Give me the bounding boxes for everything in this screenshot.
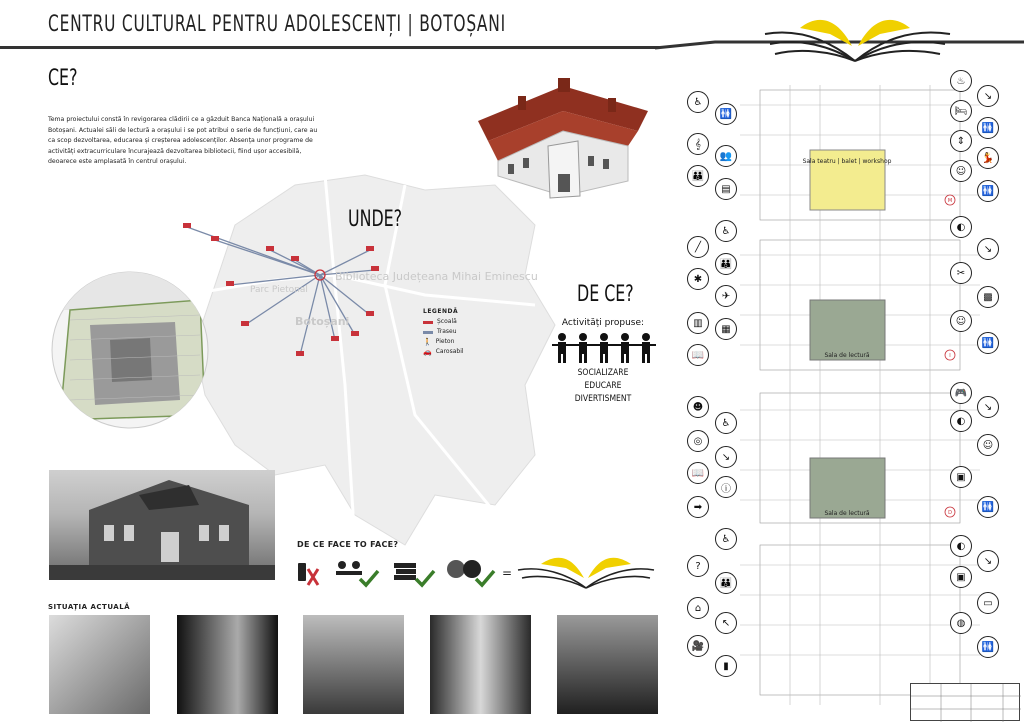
map-pietonal-label: Parc Pietonal: [250, 285, 308, 295]
safe-icon: ▣: [950, 466, 972, 488]
people-icon: 👪: [715, 253, 737, 275]
wc-icon: 🚻: [977, 117, 999, 139]
book-logo-icon: [760, 6, 955, 66]
wc-icon: 🚻: [977, 636, 999, 658]
wheelchair-icon: ♿: [715, 412, 737, 434]
fish-icon: ◐: [950, 216, 972, 238]
book-icon: 📖: [687, 462, 709, 484]
current-situation-label: SITUAȚIA ACTUALĂ: [48, 603, 131, 611]
elevator-icon: ⇕: [950, 130, 972, 152]
title-block-stamp: [910, 683, 1020, 721]
book-icon: 📖: [687, 344, 709, 366]
people-icon: 👪: [687, 165, 709, 187]
activity-item: EDUCARE: [584, 381, 622, 391]
wc-icon: 🚻: [715, 103, 737, 125]
ballet-icon: 💃: [977, 147, 999, 169]
site-plan-circle: [50, 270, 210, 430]
people-group-icon: [552, 332, 656, 364]
title-underline: [0, 46, 660, 49]
legend-item: [423, 347, 464, 357]
film-icon: 🎥: [687, 635, 709, 657]
theater-icon: ☺: [950, 160, 972, 182]
legend-swatch-school: [423, 321, 433, 324]
plan-number: D: [948, 510, 952, 516]
stairs-icon: ↘: [977, 85, 999, 107]
map-city-label: Botoșani: [295, 315, 350, 328]
monitor-icon: ▣: [950, 566, 972, 588]
screen-icon: ▭: [977, 592, 999, 614]
map-legend: [423, 307, 464, 357]
sheep-icon: ◎: [687, 430, 709, 452]
building-render: [468, 66, 658, 201]
legend-item: [423, 317, 464, 327]
svg-text:=: =: [502, 566, 513, 580]
heading-dece: DE CE?: [577, 282, 634, 307]
interior-photo-stairs: [49, 615, 150, 714]
faces-icon: [447, 560, 481, 578]
house-icon: ⌂: [687, 597, 709, 619]
music-icon: 𝄞: [687, 133, 709, 155]
wc-icon: 🚻: [977, 332, 999, 354]
pedestrian-icon: 🚶: [423, 338, 432, 346]
help-icon: ?: [687, 555, 709, 577]
heading-ce: CE?: [48, 66, 78, 91]
legend-label: Carosabil: [435, 348, 464, 355]
skyline-icon: ▥: [687, 312, 709, 334]
legend-label: Pieton: [435, 338, 455, 345]
globe-icon: ◍: [950, 612, 972, 634]
fish-icon: ◐: [950, 535, 972, 557]
stairs-icon: ↖: [715, 612, 737, 634]
plan-number: M: [947, 198, 953, 204]
activities-title: Activități propuse:: [561, 318, 645, 328]
phone-icon: [298, 563, 306, 581]
book-logo-small-icon: [516, 548, 656, 592]
map-library-label: Biblioteca Județeana Mihai Eminescu: [335, 270, 538, 283]
room-label-theatre: Sala teatru | balet | workshop: [802, 158, 892, 165]
legend-title: LEGENDĂ: [423, 308, 459, 315]
grid-icon: ▩: [977, 286, 999, 308]
arrow-sign-icon: ➡: [687, 496, 709, 518]
interior-photo-shelves: [557, 615, 658, 714]
stairs-icon: ↘: [977, 550, 999, 572]
person-icon: ☺: [977, 434, 999, 456]
legend-label: Școală: [437, 318, 457, 325]
ce-paragraph: Tema proiectului constă în revigorarea clădirii ce a găzduit Banca Națională a orașului Botoșani. Actualei săli de lectură a orașului i se pot atribui o serie de funcțiuni, care au ca scop dezvoltarea, educarea și creșterea adolescenților. Absența unor programe de activități extracurriculare încurajează dezvoltarea bibliotecii, fiind ușor accesibilă, deoarece este amplasată în centrul orașului.: [48, 116, 318, 165]
stairs-icon: ↘: [977, 396, 999, 418]
slash-icon: ╱: [687, 236, 709, 258]
books-icon: [394, 563, 416, 580]
box-icon: ▤: [715, 178, 737, 200]
stairs-icon: ↘: [715, 446, 737, 468]
wc-icon: 🚻: [977, 496, 999, 518]
plan-number: I: [949, 353, 951, 359]
heading-unde: UNDE?: [348, 207, 403, 232]
legend-item: [423, 327, 464, 337]
gamepad-icon: 🎮: [950, 382, 972, 404]
stairs-icon: ↘: [977, 238, 999, 260]
wheelchair-icon: ♿: [715, 528, 737, 550]
car-icon: 🚗: [423, 348, 432, 356]
stats-icon: ▮: [715, 655, 737, 677]
interior-photo-reading-room: [303, 615, 404, 714]
interior-photo-corridor: [177, 615, 278, 714]
face-to-face-title: DE CE FACE TO FACE?: [297, 540, 399, 549]
people-icon: 👪: [715, 572, 737, 594]
wheelchair-icon: ♿: [687, 91, 709, 113]
interior-photo-door: [430, 615, 531, 714]
wheelchair-icon: ♿: [715, 220, 737, 242]
legend-label: Traseu: [437, 328, 457, 335]
bug-icon: ✱: [687, 268, 709, 290]
face-to-face-icons: [296, 555, 511, 591]
fish-icon: ◐: [950, 410, 972, 432]
bed-icon: 🛏: [950, 100, 972, 122]
gamepad-icon: ☻: [687, 396, 709, 418]
group-icon: 👥: [715, 145, 737, 167]
cooking-icon: ♨: [950, 70, 972, 92]
activity-item: DIVERTISMENT: [574, 394, 632, 404]
reading-icon: ▦: [715, 318, 737, 340]
wc-icon: 🚻: [977, 180, 999, 202]
meeting-icon: [336, 561, 362, 575]
legend-swatch-route: [423, 331, 433, 334]
page-title: CENTRU CULTURAL PENTRU ADOLESCENȚI | BOTOȘANI: [48, 12, 506, 37]
room-label-reading-2: Sala de lectură: [824, 510, 870, 517]
activities-list: [556, 367, 650, 406]
room-label-reading-1: Sala de lectură: [824, 352, 870, 359]
tools-icon: ✂: [950, 262, 972, 284]
reading-icon: ☺: [950, 310, 972, 332]
old-building-photo: [49, 470, 275, 580]
legend-item: [423, 337, 464, 347]
activity-item: SOCIALIZARE: [577, 368, 629, 378]
fish-icon: ✈: [715, 285, 737, 307]
microphone-icon: ⓘ: [715, 476, 737, 498]
